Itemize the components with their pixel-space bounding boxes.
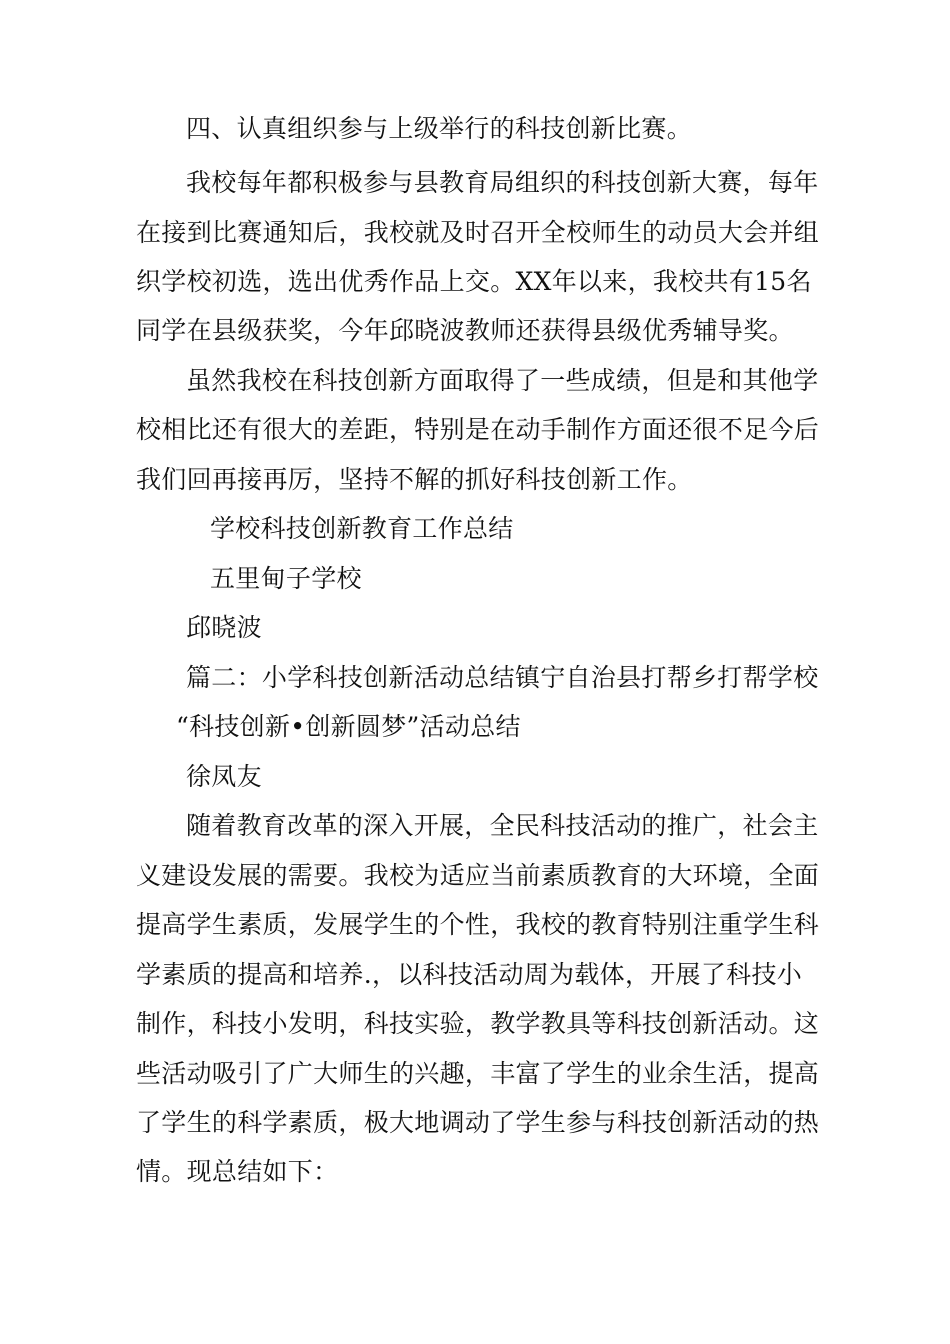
- author-name: 徐凤友: [186, 762, 262, 791]
- section-heading: 四、认真组织参与上级举行的科技创新比赛。: [186, 114, 693, 143]
- article-title: 学校科技创新教育工作总结: [210, 514, 514, 543]
- paragraph-line: 情。现总结如下：: [136, 1157, 339, 1186]
- paragraph-line: 些活动吸引了广大师生的兴趣，丰富了学生的业余生活，提高: [136, 1059, 820, 1088]
- paragraph-line: 提高学生素质，发展学生的个性，我校的教育特别注重学生科: [136, 910, 820, 939]
- paragraph-line: 学素质的提高和培养.，以科技活动周为载体，开展了科技小: [136, 960, 803, 989]
- paragraph-line: 了学生的科学素质，极大地调动了学生参与科技创新活动的热: [136, 1108, 820, 1137]
- paragraph-line: 随着教育改革的深入开展，全民科技活动的推广，社会主: [186, 811, 819, 840]
- paragraph-line: 制作，科技小发明，科技实验，教学教具等科技创新活动。这: [136, 1009, 820, 1038]
- paragraph-line: 义建设发展的需要。我校为适应当前素质教育的大环境，全面: [136, 861, 820, 890]
- paragraph-line: 织学校初选，选出优秀作品上交。XX年以来，我校共有15名: [136, 267, 812, 296]
- paragraph-line: 我校每年都积极参与县教育局组织的科技创新大赛，每年: [186, 168, 819, 197]
- paragraph-line: 校相比还有很大的差距，特别是在动手制作方面还很不足今后: [136, 415, 820, 444]
- activity-title: “科技创新•创新圆梦”活动总结: [176, 712, 521, 741]
- paragraph-line: 我们回再接再厉，坚持不解的抓好科技创新工作。: [136, 465, 693, 494]
- paragraph-line: 虽然我校在科技创新方面取得了一些成绩，但是和其他学: [186, 366, 819, 395]
- chapter-heading: 篇二：小学科技创新活动总结镇宁自治县打帮乡打帮学校: [186, 663, 819, 692]
- paragraph-line: 同学在县级获奖，今年邱晓波教师还获得县级优秀辅导奖。: [136, 316, 794, 345]
- author-name: 邱晓波: [186, 613, 262, 642]
- school-name: 五里甸子学校: [210, 564, 362, 593]
- paragraph-line: 在接到比赛通知后，我校就及时召开全校师生的动员大会并组: [136, 218, 820, 247]
